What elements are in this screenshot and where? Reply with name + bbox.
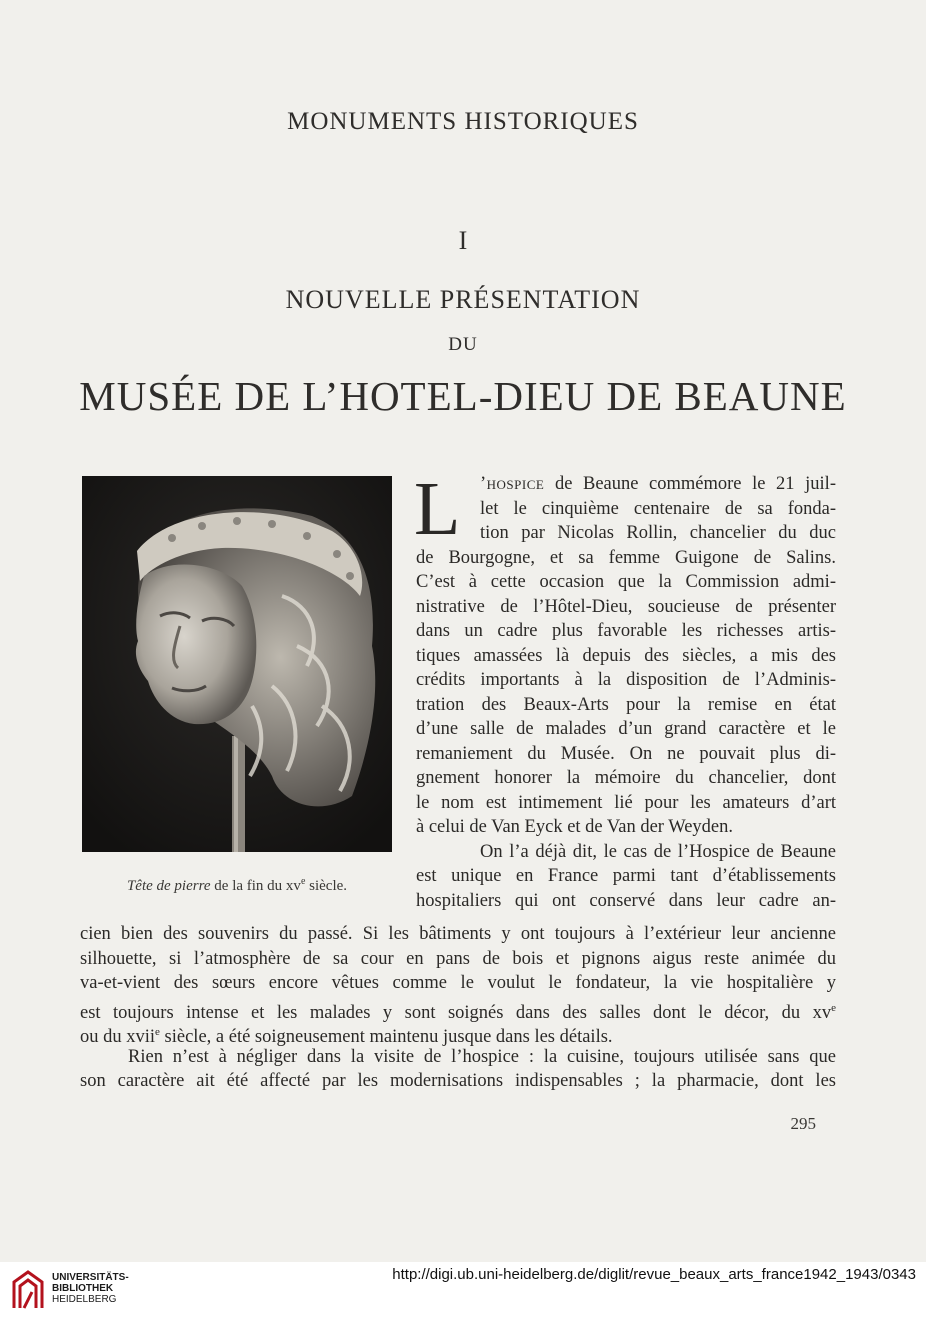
text-line: On l’a déjà dit, le cas de l’Hospice de Beaune (480, 841, 836, 862)
text-line: silhouette, si l’atmosphère de sa cour en pans de bois et pignons aigus reste animée du (80, 948, 836, 969)
text-line: d’une salle de malades d’un grand caractère et le (416, 719, 836, 739)
text-line: est unique en France parmi tant d’établissements (416, 866, 836, 886)
university-library-logo-icon (10, 1268, 46, 1312)
text-line: ’hospice de Beaune commémore le 21 juil- (480, 474, 836, 494)
caption-text: de la fin du xv (210, 878, 301, 894)
text-line: de Bourgogne, et sa femme Guigone de Salins. (416, 547, 836, 568)
text-line: crédits importants à la disposition de l’Adminis- (416, 670, 836, 690)
page-number: 295 (790, 1114, 816, 1133)
caption-italic: Tête de pierre (126, 878, 211, 894)
text-line: à celui de Van Eyck et de Van der Weyden. (416, 817, 734, 837)
text-line: va-et-vient des sœurs encore vêtues comme le voulut le fondateur, la vie hospitalière y (80, 973, 836, 993)
text-line: Rien n’est à négliger dans la visite de l’hospice : la cuisine, toujours utilisée sans que (128, 1046, 836, 1067)
opening-word: ’hospice (480, 474, 545, 494)
caption-end: siècle. (305, 878, 348, 894)
text-line: gnement honorer la mémoire du chancelier, dont (416, 768, 836, 788)
text-line: nistrative de l’Hôtel-Dieu, soucieuse de présenter (416, 596, 836, 617)
figure-caption (82, 876, 392, 895)
source-url-link[interactable]: http://digi.ub.uni-heidelberg.de/diglit/revue_beaux_arts_france1942_1943/0343 (392, 1266, 916, 1283)
running-head: MONUMENTS HISTORIQUES (287, 108, 639, 135)
body-text-full (80, 922, 836, 1094)
body-text-column (416, 546, 836, 914)
text-line: C’est à cette occasion que la Commission admi- (416, 572, 836, 592)
stone-head-photograph (82, 476, 392, 852)
text-line: ou du xvii$^e$ siècle, a été soigneusement maintenu jusque dans les détails. (80, 1026, 613, 1048)
body-text-column (480, 472, 836, 546)
article-title-line-2: DU (448, 334, 478, 355)
text-line: tration des Beaux-Arts pour la remise en état (416, 694, 836, 715)
text-line: remaniement du Musée. On ne pouvait plus di- (416, 743, 836, 764)
text-line: tion par Nicolas Rollin, chancelier du duc (480, 523, 836, 543)
text-line: cien bien des souvenirs du passé. Si les bâtiments y ont toujours à l’extérieur leur ancienne (80, 924, 836, 944)
drop-cap: L (414, 467, 461, 551)
digitization-footer (0, 1262, 926, 1320)
text-line: let le cinquième centenaire de sa fonda- (480, 498, 836, 519)
article-title-line-1: NOUVELLE PRÉSENTATION (285, 285, 641, 314)
caption-superscript: e (300, 876, 306, 887)
text-line: hospitaliers qui ont conservé dans leur cadre an- (416, 890, 836, 911)
text-line: dans un cadre plus favorable les richesses artis- (416, 621, 836, 641)
text-line: est toujours intense et les malades y sont soignés dans des salles dont le décor, du $xv^e$ (80, 1001, 836, 1023)
article-title-line-3: MUSÉE DE L’HOTEL-DIEU DE BEAUNE (79, 373, 847, 419)
text-line: tiques amassées là depuis des siècles, a mis des (416, 645, 836, 666)
text-line: le nom est intimement lié pour les amateurs d’art (416, 792, 836, 813)
section-number: I (458, 226, 468, 255)
text-line: son caractère ait été affecté par les modernisations indispensables ; la pharmacie, dont les (80, 1071, 836, 1091)
institution-name: UNIVERSITÄTS- BIBLIOTHEK HEIDELBERG (52, 1272, 129, 1305)
